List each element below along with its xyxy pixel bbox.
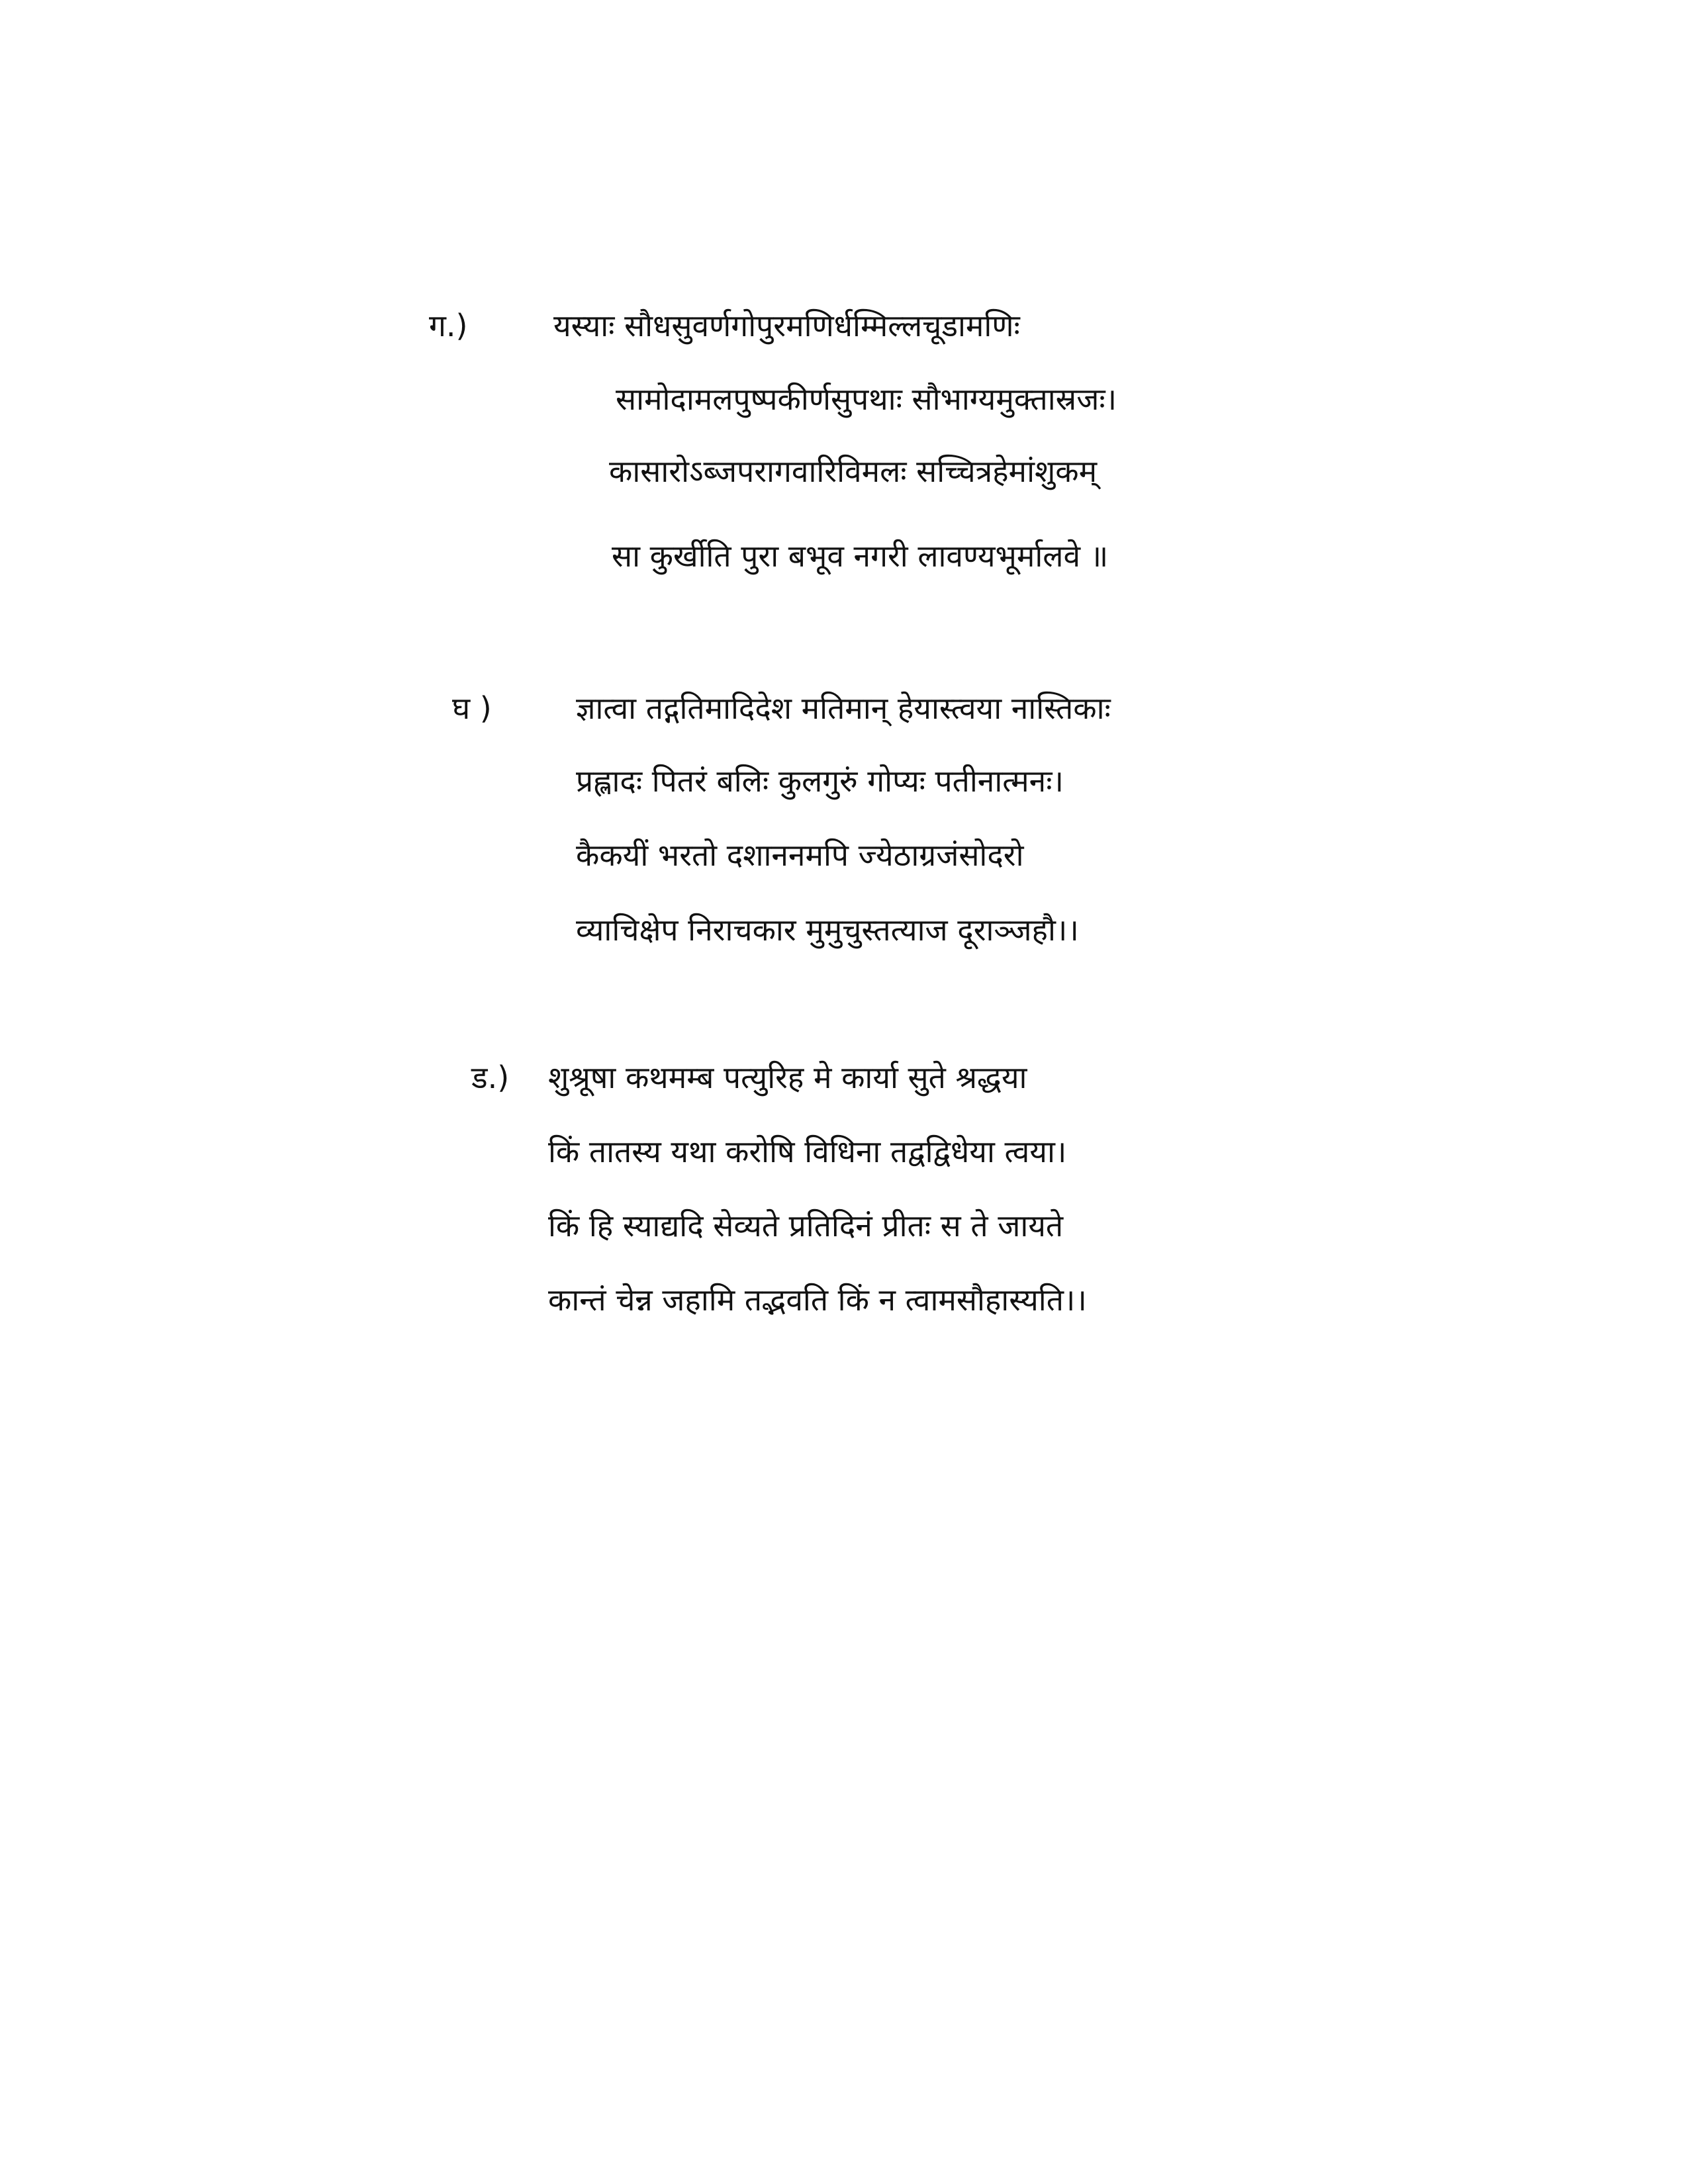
verse-line: सामोदामलपुष्पकीर्णसुपथाः सौभाग्यमुक्तास्रजः। <box>616 381 1117 417</box>
verse-line: किं तातस्य यथा करोषि विधिना तद्वद्विधेया त्वया। <box>548 1134 1067 1169</box>
verse-line: कान्तं चेन्न जहामि तद्भवति किं न त्वामसौहास्यति।। <box>548 1282 1087 1318</box>
verse-label: घ ) <box>452 690 492 726</box>
verse-line: प्रह्लादः पितरं बलिः कुलगुरुं गोप्यः पतीनात्मनः। <box>576 763 1064 799</box>
verse-line: ज्ञात्वा तद्गतिमादिदेश मतिमान् हेयास्त्वया नास्तिकाः <box>576 690 1111 726</box>
verse-line: यस्याः सौधसुवर्णगोपुरमणिर्धम्मिल्लचूडामणिः <box>553 308 1020 343</box>
verse-label: ड.) <box>471 1060 510 1095</box>
verse-line: किं हि स्याद्यदि सेव्यते प्रतिदिनं प्रीतः स ते जायते <box>548 1208 1064 1244</box>
verse-line: कासारोऽब्जपरागवारिविमलः सच्चित्रहेमांशुकम् <box>609 453 1098 489</box>
verse-line: सा कुर्खीति पुरा बभूव नगरी लावण्यभूर्मालवे ॥ <box>612 538 1109 574</box>
verse-line: शुश्रूषा कथमम्ब पत्युरिह मे कार्या सुते श्रद्धया <box>548 1060 1027 1095</box>
verse-line: व्याचिक्षेप निराचकार मुमुचुस्तत्याज दूराञ्जहौ।। <box>576 912 1079 948</box>
verse-line: कैकयीं भरतो दशाननमपि ज्येठाग्रजंसोदरो <box>576 837 1024 873</box>
verse-label: ग.) <box>429 308 468 343</box>
